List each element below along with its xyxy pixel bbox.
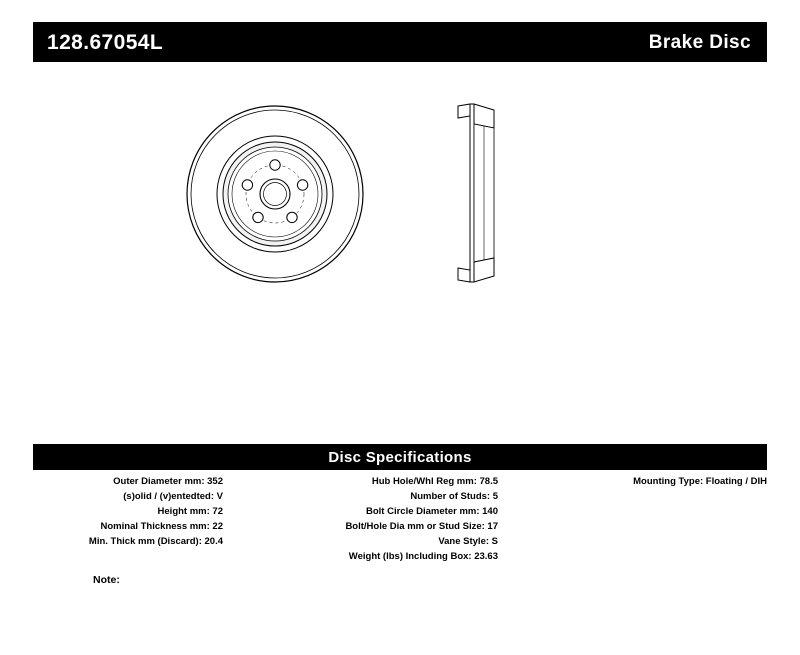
technical-drawing: [33, 70, 767, 420]
part-number: 128.67054L: [47, 30, 164, 54]
spec-row: Mounting Type: Floating / DIH: [633, 476, 767, 487]
spec-title-bar: Disc Specifications: [33, 444, 767, 470]
rotor-face-view: [185, 104, 365, 284]
spec-row: Bolt Circle Diameter mm: 140: [366, 506, 498, 517]
spec-row: Weight (lbs) Including Box: 23.63: [348, 551, 498, 562]
header-bar: [33, 22, 767, 62]
spec-row: Outer Diameter mm: 352: [113, 476, 223, 487]
note-label: Note:: [93, 574, 120, 586]
spec-body: [33, 474, 767, 594]
spec-row: Height mm: 72: [157, 506, 223, 517]
spec-row: Vane Style: S: [438, 536, 498, 547]
spec-row: (s)olid / (v)entedted: V: [123, 491, 223, 502]
spec-row: Bolt/Hole Dia mm or Stud Size: 17: [345, 521, 498, 532]
spec-column-left: [33, 474, 223, 549]
spec-column-middle: [248, 474, 498, 564]
spec-row: Number of Studs: 5: [410, 491, 498, 502]
spec-column-right: [523, 474, 767, 489]
product-type: Brake Disc: [648, 31, 751, 53]
rotor-cross-section-view: [448, 98, 518, 288]
spec-row: Hub Hole/Whl Reg mm: 78.5: [371, 476, 498, 487]
spec-row: Nominal Thickness mm: 22: [100, 521, 223, 532]
spec-row: Min. Thick mm (Discard): 20.4: [88, 536, 223, 547]
